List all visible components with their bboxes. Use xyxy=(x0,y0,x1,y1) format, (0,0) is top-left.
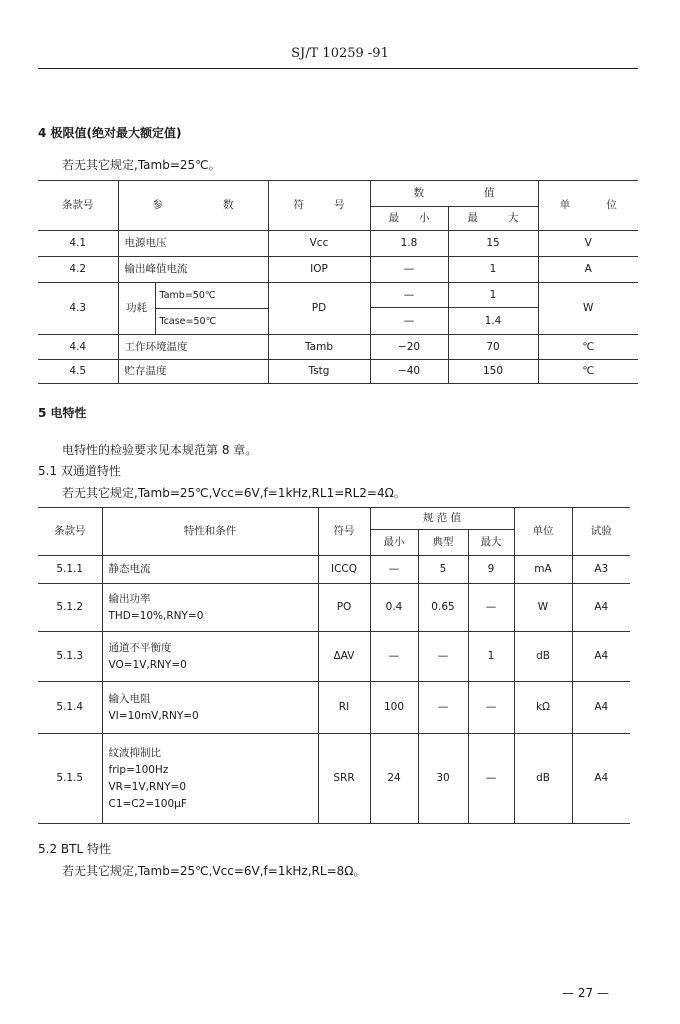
table-row: 4.1 电源电压 Vcc 1.8 15 V xyxy=(38,231,638,257)
table-row: 4.3 功耗 Tamb=50℃ Tcase=50℃ PD — 1 W xyxy=(38,283,638,308)
th-value: 数 值 xyxy=(370,181,538,207)
th-char: 特性和条件 xyxy=(102,508,318,556)
th-min: 最小 xyxy=(370,530,418,556)
section-5-1-condition: 若无其它规定,Tamb=25℃,Vcc=6V,f=1kHz,RL1=RL2=4Ω。 xyxy=(62,486,406,500)
th-range: 规 范 值 xyxy=(370,508,514,530)
th-max: 最 大 xyxy=(448,207,538,231)
table-row: 4.5 贮存温度 Tstg −40 150 ℃ xyxy=(38,360,638,384)
th-item: 条款号 xyxy=(38,508,102,556)
section-5-1-heading: 5.1 双通道特性 xyxy=(38,464,121,478)
document-header: SJ/T 10259 -91 xyxy=(291,46,389,61)
th-symbol: 符 号 xyxy=(268,181,370,231)
th-item: 条款号 xyxy=(38,181,118,231)
page-number: — 27 — xyxy=(562,986,609,1000)
section-5-intro: 电特性的检验要求见本规范第 8 章。 xyxy=(62,443,258,457)
th-symbol: 符号 xyxy=(318,508,370,556)
dual-channel-table xyxy=(38,507,630,824)
section-5-heading: 5 电特性 xyxy=(38,406,87,420)
table-row: 5.1.4 输入电阻 VI=10mV,RNY=0 RI 100 — — kΩ A4 xyxy=(38,682,630,734)
table-row: 5.1.2 输出功率 THD=10%,RNY=0 PO 0.4 0.65 — W A4 xyxy=(38,584,630,632)
th-param: 参 数 xyxy=(118,181,268,231)
table-row: 4.2 输出峰值电流 IOP — 1 A xyxy=(38,257,638,283)
limits-table xyxy=(38,180,638,384)
th-test: 试验 xyxy=(572,508,630,556)
th-unit: 单 位 xyxy=(538,181,638,231)
section-4-heading: 4 极限值(绝对最大额定值) xyxy=(38,126,182,140)
header-rule xyxy=(38,68,638,69)
section-5-2-condition: 若无其它规定,Tamb=25℃,Vcc=6V,f=1kHz,RL=8Ω。 xyxy=(62,864,366,878)
th-max: 最大 xyxy=(468,530,514,556)
section-4-condition: 若无其它规定,Tamb=25℃。 xyxy=(62,158,221,172)
th-unit: 单位 xyxy=(514,508,572,556)
th-typ: 典型 xyxy=(418,530,468,556)
table-row: 5.1.3 通道不平衡度 VO=1V,RNY=0 ΔAV — — 1 dB A4 xyxy=(38,632,630,682)
table-row: 4.4 工作环境温度 Tamb −20 70 ℃ xyxy=(38,335,638,360)
table-row: — 1.4 xyxy=(38,308,638,335)
table-row: 5.1.5 纹波抑制比 frip=100Hz VR=1V,RNY=0 C1=C2=100μF SRR 24 30 — dB A4 xyxy=(38,734,630,824)
table-row: 5.1.1 静态电流 ICCQ — 5 9 mA A3 xyxy=(38,556,630,584)
section-5-2-heading: 5.2 BTL 特性 xyxy=(38,842,111,856)
th-min: 最 小 xyxy=(370,207,448,231)
